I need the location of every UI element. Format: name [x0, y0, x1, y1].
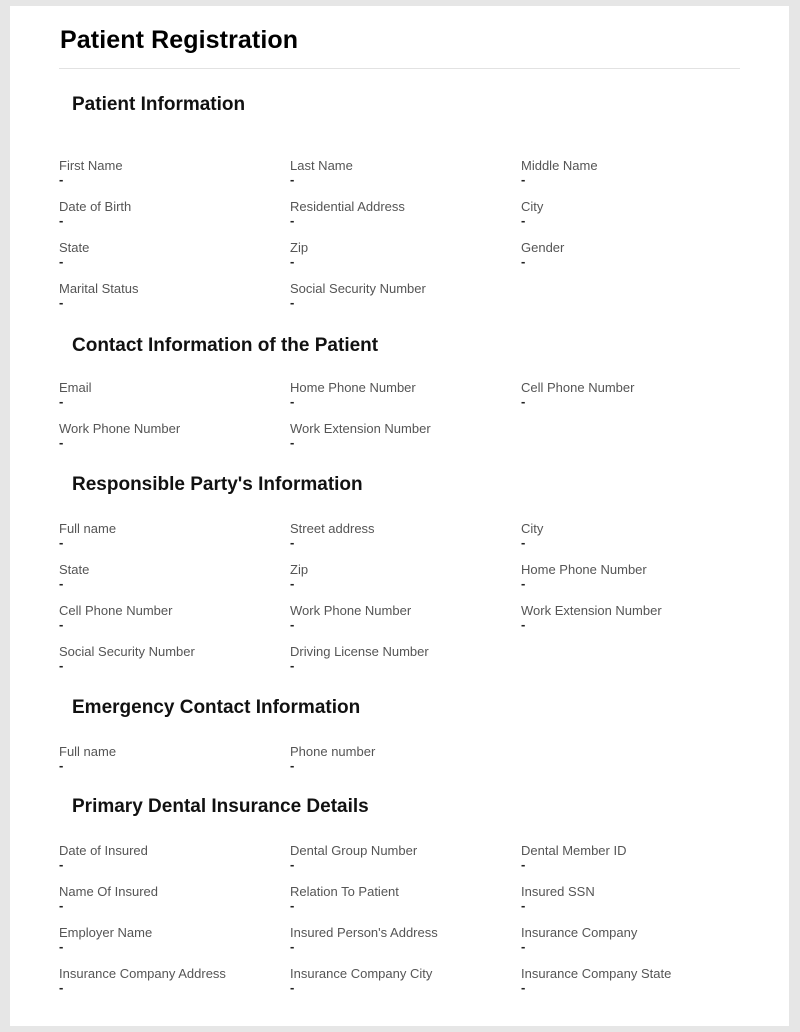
field-value: - [290, 617, 295, 632]
field-insured-person-address [290, 925, 510, 953]
field-last-name [290, 158, 510, 186]
field-home-phone-number [290, 380, 510, 408]
field-label: Insurance Company Address [59, 966, 226, 981]
field-value: - [59, 980, 64, 995]
field-value: - [290, 758, 295, 773]
field-label: Name Of Insured [59, 884, 158, 899]
field-label: Insurance Company State [521, 966, 672, 981]
field-value: - [521, 172, 526, 187]
field-label: Middle Name [521, 158, 598, 173]
field-label: Phone number [290, 744, 376, 759]
field-label: Work Phone Number [59, 421, 181, 436]
field-label: Full name [59, 521, 117, 536]
field-value: - [59, 172, 64, 187]
field-value: - [290, 295, 295, 310]
field-rp-social-security-number [59, 644, 279, 672]
field-label: Insured Person's Address [290, 925, 438, 940]
field-label: Zip [290, 562, 309, 577]
field-rp-home-phone-number [521, 562, 741, 590]
field-value: - [59, 394, 64, 409]
field-value: - [521, 980, 526, 995]
field-label: Work Extension Number [290, 421, 431, 436]
field-work-phone-number [59, 421, 279, 449]
field-value: - [521, 254, 526, 269]
field-ec-phone-number [290, 744, 510, 772]
field-date-of-birth [59, 199, 279, 227]
field-label: Insurance Company [521, 925, 638, 940]
field-rp-work-phone-number [290, 603, 510, 631]
field-label: Social Security Number [59, 644, 195, 659]
field-gender [521, 240, 741, 268]
field-label: Gender [521, 240, 565, 255]
field-value: - [521, 617, 526, 632]
field-rp-zip [290, 562, 510, 590]
field-value: - [59, 576, 64, 591]
field-value: - [521, 939, 526, 954]
field-value: - [59, 435, 64, 450]
field-first-name [59, 158, 279, 186]
section-title-patient-information: Patient Information [72, 94, 246, 115]
field-rp-city [521, 521, 741, 549]
field-value: - [290, 172, 295, 187]
field-value: - [290, 254, 295, 269]
field-cell-phone-number [521, 380, 741, 408]
field-label: Insurance Company City [290, 966, 433, 981]
field-label: Residential Address [290, 199, 405, 214]
field-value: - [290, 576, 295, 591]
field-date-of-insured [59, 843, 279, 871]
field-zip [290, 240, 510, 268]
field-label: Date of Insured [59, 843, 148, 858]
field-label: State [59, 562, 90, 577]
field-value: - [290, 980, 295, 995]
field-value: - [521, 213, 526, 228]
field-value: - [290, 394, 295, 409]
field-ec-full-name [59, 744, 279, 772]
field-value: - [59, 658, 64, 673]
field-label: Zip [290, 240, 309, 255]
field-value: - [521, 576, 526, 591]
field-label: Social Security Number [290, 281, 426, 296]
field-name-of-insured [59, 884, 279, 912]
field-label: City [521, 521, 544, 536]
field-value: - [290, 435, 295, 450]
field-value: - [59, 857, 64, 872]
field-label: Employer Name [59, 925, 153, 940]
field-rp-state [59, 562, 279, 590]
field-value: - [290, 658, 295, 673]
field-label: Marital Status [59, 281, 139, 296]
field-email [59, 380, 279, 408]
field-label: Insured SSN [521, 884, 595, 899]
field-label: First Name [59, 158, 123, 173]
field-value: - [59, 898, 64, 913]
field-label: City [521, 199, 544, 214]
field-middle-name [521, 158, 741, 186]
field-insurance-company-state [521, 966, 741, 994]
field-label: Dental Member ID [521, 843, 627, 858]
field-value: - [59, 213, 64, 228]
section-title-contact-information: Contact Information of the Patient [72, 335, 379, 356]
section-title-dental-insurance: Primary Dental Insurance Details [72, 796, 369, 817]
section-title-emergency-contact: Emergency Contact Information [72, 697, 361, 718]
field-label: Dental Group Number [290, 843, 418, 858]
field-rp-street-address [290, 521, 510, 549]
field-label: Email [59, 380, 92, 395]
field-insured-ssn [521, 884, 741, 912]
field-label: Street address [290, 521, 375, 536]
registration-form [10, 6, 789, 1026]
field-value: - [59, 939, 64, 954]
field-rp-cell-phone-number [59, 603, 279, 631]
field-work-extension-number [290, 421, 510, 449]
field-label: Cell Phone Number [59, 603, 173, 618]
field-rp-full-name [59, 521, 279, 549]
field-label: Date of Birth [59, 199, 132, 214]
field-value: - [59, 295, 64, 310]
field-label: Work Extension Number [521, 603, 662, 618]
field-value: - [521, 898, 526, 913]
field-label: Cell Phone Number [521, 380, 635, 395]
field-value: - [290, 857, 295, 872]
field-insurance-company [521, 925, 741, 953]
field-insurance-company-city [290, 966, 510, 994]
field-relation-to-patient [290, 884, 510, 912]
field-social-security-number [290, 281, 510, 309]
field-state [59, 240, 279, 268]
field-value: - [521, 394, 526, 409]
field-city [521, 199, 741, 227]
field-value: - [59, 758, 64, 773]
field-value: - [290, 939, 295, 954]
field-rp-work-extension-number [521, 603, 741, 631]
field-value: - [290, 213, 295, 228]
field-dental-group-number [290, 843, 510, 871]
field-rp-driving-license-number [290, 644, 510, 672]
field-label: Home Phone Number [290, 380, 416, 395]
field-value: - [290, 898, 295, 913]
field-label: Home Phone Number [521, 562, 647, 577]
field-employer-name [59, 925, 279, 953]
section-title-responsible-party: Responsible Party's Information [72, 474, 363, 495]
field-value: - [521, 857, 526, 872]
field-label: State [59, 240, 90, 255]
field-label: Relation To Patient [290, 884, 399, 899]
field-value: - [59, 535, 64, 550]
field-value: - [59, 617, 64, 632]
field-label: Full name [59, 744, 117, 759]
field-label: Work Phone Number [290, 603, 412, 618]
field-label: Driving License Number [290, 644, 429, 659]
field-value: - [521, 535, 526, 550]
field-value: - [290, 535, 295, 550]
field-marital-status [59, 281, 279, 309]
title-divider [59, 68, 740, 69]
field-dental-member-id [521, 843, 741, 871]
field-residential-address [290, 199, 510, 227]
field-value: - [59, 254, 64, 269]
page-title: Patient Registration [60, 26, 299, 54]
field-insurance-company-address [59, 966, 279, 994]
field-label: Last Name [290, 158, 353, 173]
